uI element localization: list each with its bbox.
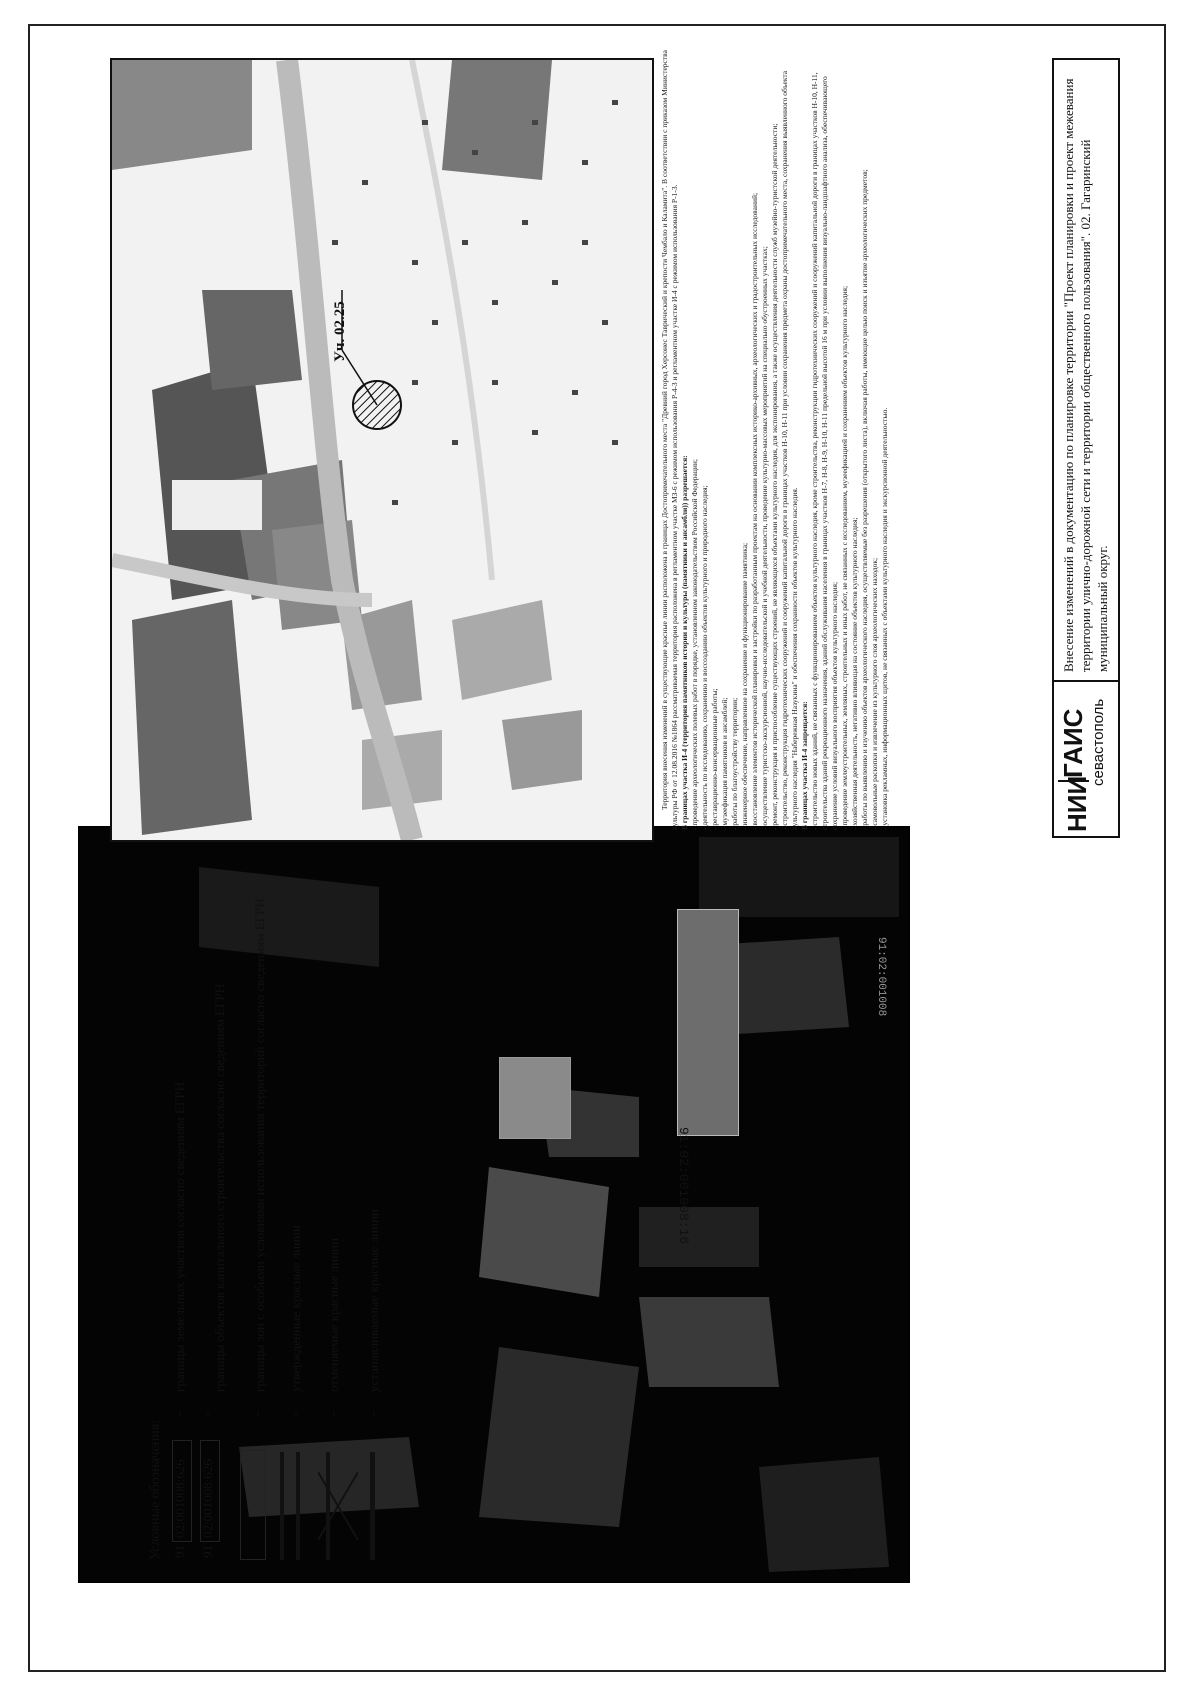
- parcel-outline: [499, 1057, 571, 1139]
- note-item: - установка рекламных, информационных щитов, не связанных с объектами культурного наследия и экскурсионной деятельностью.: [880, 407, 889, 830]
- legend-cancelled-line-swatch: [318, 1452, 358, 1560]
- note-item: - самовольные раскопки и извлечение из культурного слоя археологических находок;: [870, 557, 879, 830]
- legend-item-text: утвержденные красные линии: [288, 1225, 303, 1392]
- note-item: - осуществление туристско-экскурсионной, научно-исследовательской и учебной деятельности, проведение культурно-массовых мероприятий на специально обустроенных участках;: [760, 246, 769, 830]
- parcel-outline: [677, 909, 739, 1136]
- legend-zone-swatch: [240, 1450, 266, 1560]
- note-item: - инженерное обеспечение, направленное на сохранение и функционирование памятника;: [740, 542, 749, 830]
- legend-item-text: отменяемые красные линии: [326, 1237, 341, 1392]
- map-base: [112, 60, 652, 840]
- note-item: - реставрационно-консервационные работы;: [710, 688, 719, 830]
- legend-approved-line-swatch: [280, 1452, 312, 1560]
- logo-nii: НИИ: [1062, 775, 1092, 832]
- legend-dash: -: [288, 1411, 303, 1416]
- legend-dash: -: [250, 1411, 265, 1416]
- legend-dash: -: [172, 1411, 187, 1416]
- legend-dash: -: [366, 1411, 381, 1416]
- note-item: - строительство, реконструкция гидротехнических сооружений и сооружений капитальной дороги в границах участков Н-10, Н-11 при условии сохранения предмета охраны достопримечательного места, сохранения выявленного объекта культурного наследия "Набережная Назукина" и обеспечения сохранности объектов культурного наследия.: [780, 70, 799, 830]
- note-item: - деятельность по исследованию, сохранению и воссозданию объектов культурного и природного наследия;: [700, 485, 709, 830]
- legend-title: Условные обозначения:: [148, 1419, 163, 1560]
- logo-city: севастополь: [1090, 698, 1107, 786]
- note-item: - восстановление элементов исторической планировки и застройки по разработанным проектам на основании комплексных историко-архивных, археологических и градостроительных исследований;: [750, 192, 759, 830]
- legend-item-text: устанавливаемые красные линии: [366, 1209, 381, 1392]
- note-item: - работы по выявлению и изучению объектов археологического наследия, осуществляемые без разрешения (открытого листа), включая работы, имеющие целью поиск и изъятие археологических предметов;: [860, 169, 869, 830]
- parcel-label: 91:02:001008:16: [676, 1127, 691, 1245]
- project-title: Внесение изменений в документацию по планировке территории "Проект планировки и проект межевания территории улично-дорожной сети и территории общественного пользования". 02. Гагаринский муниципальный округ.: [1061, 78, 1110, 672]
- logo-gais: ГАИС: [1058, 709, 1089, 782]
- situation-map: [110, 58, 654, 842]
- legend-new-line-swatch: [356, 1452, 388, 1560]
- legend-code-prefix: 91: [200, 1545, 215, 1558]
- legend-code: 02:001008:626: [172, 1459, 187, 1538]
- note-item: - работы по благоустройству территории;: [730, 697, 739, 830]
- note-item: - строительство новых зданий, не связанных с функционированием объектов культурного наследия, кроме строительства, реконструкции гидротехнических сооружений и сооружений капитальной дороги в границах участков Н-10, Н-11, строительства зданий рекреационного назначения, зданий обслуживания населения в границах участков Н-7, Н-8, Н-9, Н-10, Н-11 предельной высотой 16 м при условии выполнения визуально-ландшафтного анализа, обеспечивающего сохранение условий визуального восприятия объектов культурного наследия;: [810, 72, 839, 830]
- heritage-notes: [660, 50, 890, 830]
- legend-code-prefix: 91: [172, 1545, 187, 1558]
- note-item: - хозяйственная деятельность, негативно влияющая на состояние объектов культурного наследия;: [850, 517, 859, 830]
- legend-item-text: границы объектов капитального строительства согласно сведениям ЕГРН: [212, 983, 227, 1392]
- legend-dash: -: [200, 1411, 215, 1416]
- note-paragraph: Территория внесения изменений в существующие красные линии расположена в границах Достопримечательного места "Древний город Херсонес Таврический и крепости Чембало и Каламита". В соответствии с приказом Министерства культуры РФ от 12.08.2016 №1864 рассматриваемая территория расположена в регламентном участке МЗ-6 с режимом использования Р-4-3 и регламентном участке И-4 с режимом использования Р-1-3.: [660, 50, 679, 830]
- company-logo: [1054, 680, 1120, 840]
- legend-item-text: границы зон с особыми условиями использования территорий согласно сведениям ЕГРН: [252, 898, 267, 1392]
- plot-label: Уч. 02.25: [332, 301, 348, 362]
- note-item: - проведение землеустроительных, земляных, строительных и иных работ, не связанных с исследованием, музеефикацией и сохранением объектов культурного наследия;: [840, 285, 849, 830]
- title-block: [1052, 58, 1120, 838]
- note-item: - музеефикация памятников и ансамблей;: [720, 697, 729, 830]
- note-item: - ремонт, реконструкция и приспособление существующих строений, не являющихся объектами культурного наследия, для экспонирования, а также осуществления деятельности служб музейно-туристской деятельности;: [770, 123, 779, 830]
- legend-code: 02:001008:626: [200, 1459, 215, 1538]
- parcel-label: 91:02:001008: [875, 937, 887, 1017]
- legend-item-text: границы земельных участков согласно сведениям ЕГРН: [172, 1082, 187, 1392]
- note-item: - проведение археологических полевых работ в порядке, установленном законодательством Российской Федерации;: [690, 458, 699, 830]
- note-heading: В границах участка И-4 (территория памятников истории и культуры (памятники и ансамбли)) разрешается:: [680, 455, 689, 830]
- legend-dash: -: [326, 1411, 341, 1416]
- note-heading: В границах участка И-4 запрещается:: [800, 701, 809, 830]
